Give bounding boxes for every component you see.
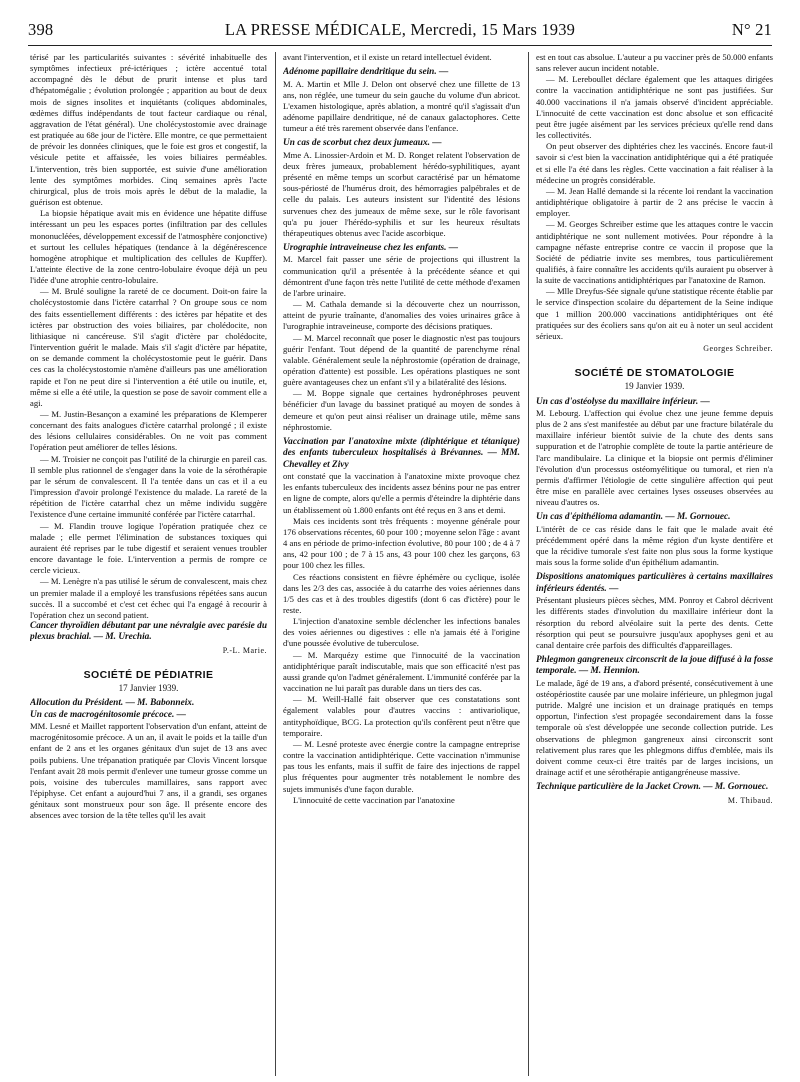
paragraph: — M. Jean Hallé demande si la récente loi rendant la vaccination antidiphtérique obligatoire à partir de 2 ans précise le vaccin à employer. [536,185,773,219]
paragraph: On peut observer des diphtéries chez les vaccinés. Encore faut-il savoir si c'est bien la vaccination antidiphtérique qui a été pratiquée et si elle l'a été dans les règles. Cette vaccination a fait réaliser à la médecine un progrès considérable. [536,141,773,185]
header-rule [28,45,772,46]
paragraph: — M. Georges Schreiber estime que les attaques contre le vaccin antidiphtérique ne sont nullement motivées. Pour répondre à la campagne néfaste entreprise contre ce vaccin il propose que la Société de pédiatrie invite ses membres, tous particulièrement qualifiés, à faire connaître les accidents qu'ils auraient pu observer à la suite de vaccinations antidiphtériques par l'anatoxine de Ramon. [536,219,773,286]
author-signature: P.-L. Marie. [222,645,267,655]
paragraph: L'innocuité de cette vaccination par l'anatoxine [293,794,455,805]
paragraph: — M. Lenègre n'a pas utilisé le sérum de convalescent, mais chez un premier malade il a employé les transfusions répétées sans aucun succès. Il a succombé et c'est cet échec qui l'a engagé à recourir à l'opération chez un second patient. [30,576,267,620]
section-heading: SOCIÉTÉ DE STOMATOLOGIE [574,367,735,380]
paragraph: M. Marcel fait passer une série de projections qui illustrent la communication qu'il a présentée à la précédente séance et qui démontrent d'une façon très nette l'utilité de cette méthode d'examen de l'arbre urinaire. [283,254,520,298]
paragraph: MM. Lesné et Maillet rapportent l'observation d'un enfant, atteint de macrogénitosomie précoce. A un an, il avait le poids et la taille d'un enfant de 2 ans et les organes génitaux d'un sujet de 13 ans avec poils pubiens. Une trépanation pratiquée par Clovis Vincent lorsque l'enfant avait 28 mois permit d'enlever une tumeur grosse comme un pois, voisine des tubercules mamillaires, sans rapport avec l'épiphyse. Cet enfant a aujourd'hui 7 ans, il a grandi, ses organes génitaux sont monstrueux pour son âge. Il présente encore des absences avec torsion de la tête telles qu'il les avait [30,721,267,821]
paragraph: — M. Marcel reconnaît que poser le diagnostic n'est pas toujours guérir l'enfant. Tout dépend de la quantité de parenchyme rénal valable. Généralement seule la néphrostomie (opération de drainage, opération d'attente) est possible. Les opérations plastiques ne sont guère avantageuses chez un enfant s'il y a bilatéralité des lésions. [283,332,520,388]
column-2 [283,52,520,1078]
article-title: Urographie intraveineuse chez les enfants. — [283,243,459,253]
section-heading: SOCIÉTÉ DE PÉDIATRIE [83,668,214,681]
article-title: Cancer thyroïdien débutant par une névralgie avec parésie du plexus brachial. — M. Urechia. [30,620,267,643]
paragraph: Mme A. Linossier-Ardoin et M. D. Ronget relatent l'observation de deux frères jumeaux, probablement hérédo-syphilitiques, ayant présenté en même temps un scorbut caractérisé par un hématome sous-périosté de l'humérus droit, des hémorragies palpébrales et de celle du palais. Les auteurs insistent sur l'identité des lésions survenues chez des jumeaux de même sexe, sur le rôle favorisant qu'a pu jouer l'hérédo-syphilis et sur les heureux résultats thérapeutiques obtenus avec l'acide ascorbique. [283,149,520,238]
paragraph: — M. Troisier ne conçoit pas l'utilité de la chirurgie en pareil cas. Il semble plus rationnel de s'engager dans la voie de la sérothérapie par le sérum de convalescent. Il l'a tentée dans un cas et il a eu l'impression d'avoir prolongé l'existence du malade. La rareté de la répétition de l'ictère catarrhal chez un même individu suggère l'existence d'une certaine immunité conférée par l'ictère catarrhal. [30,453,267,520]
article-title: Vaccination par l'anatoxine mixte (diphtérique et tétanique) des enfants tuberculeux hospitalisés à Brévannes. — MM. Chevalley et Zivy [283,436,520,470]
article-title: Un cas de macrogénitosomie précoce. — [30,709,186,720]
section-date: 19 Janvier 1939. [624,381,685,392]
article-title: Un cas d'épithélioma adamantin. — M. Gornouec. [536,512,731,523]
paragraph: M. A. Martin et Mlle J. Delon ont observé chez une fillette de 13 ans, non réglée, une tumeur du sein gauche du volume d'un abricot. L'examen histologique, après ablation, a montré qu'il s'agissait d'un adénome papillaire dendritique, né de canaux galactophores. Cette tumeur a été très rarement observée dans l'enfance. [283,78,520,134]
paragraph: ont constaté que la vaccination à l'anatoxine mixte provoque chez les enfants tuberculeux des incidents assez bénins pour ne pas entrer en ligne de compte, alors qu'elle a permis d'éteindre la diphtérie dans un établissement où 1.800 enfants ont été reçus en 3 ans et demi. [283,471,520,515]
page-header [28,20,772,42]
paragraph: Mais ces incidents sont très fréquents : moyenne générale pour 176 observations récentes, 60 pour 100 ; moyenne selon l'âge : avant 4 ans en période de primo-infection évolutive, 80 pour 100 ; de 4 à 7 ans, 42 pour 100 ; de 7 à 15 ans, 43 pour 100 chez les garçons, 63 pour 100 chez les filles. [283,515,520,571]
paragraph: est en tout cas absolue. L'auteur a pu vacciner près de 50.000 enfants sans relever aucun incident notable. [536,52,773,74]
article-title: Un cas de scorbut chez deux jumeaux. — [283,138,442,149]
paragraph: La biopsie hépatique avait mis en évidence une hépatite diffuse intéressant un peu les espaces portes (infiltration par des cellules mononucléées, développement excessif de l'atmosphère conjonctive) et surtout les cellules hépatiques (tendance à la dégénérescence homogène atrophique et multiplication des cellules de Kupffer). L'atteinte élective de la zone centro-lobulaire évoque déjà un peu l'idée d'une atrophie centro-lobulaire. [30,208,267,286]
paragraph: avant l'intervention, et il existe un retard intellectuel évident. [283,52,492,62]
column-1 [30,52,267,1078]
article-title: Adénome papillaire dendritique du sein. — [283,67,449,78]
paragraph: — M. Boppe signale que certaines hydronéphroses peuvent bénéficier d'un lavage du bassinet pratiqué au moyen de sondes à demeure et qu'on peut ainsi réaliser un drainage utile, même sans néphrostomie. [283,388,520,432]
paragraph: — M. Cathala demande si la découverte chez un nourrisson, atteint de pyurie traînante, d'anomalies des voies urinaires grâce à l'urographie intraveineuse, comporte des décisions pratiques. [283,299,520,332]
paragraph: — M. Lereboullet déclare également que les attaques dirigées contre la vaccination antidiphtérique ne sont pas justifiées. Sur 40.000 vaccinations il n'a jamais observé d'incident appréciable. L'innocuité de cette vaccination est donc absolue et son efficacité peut être jugée aisément par les services précieux qu'elle rend dans les collectivités. [536,74,773,141]
article-title: Technique particulière de la Jacket Crown. — M. Gornouec. [536,782,769,793]
paragraph: L'intérêt de ce cas réside dans le fait que le malade avait été précédemment opéré dans la même région d'un kyste dentifère et que la récidive tumorale s'est faite non plus sous la forme kystique mais sous la forme solide d'un épithélium adamantin. [536,523,773,568]
journal-title: LA PRESSE MÉDICALE, Mercredi, 15 Mars 1939 [224,20,576,39]
paragraph: — M. Weill-Hallé fait observer que ces constatations sont également valables pour d'autres vaccins : antivariolique, antityphoïdique, BCG. La protection qu'ils confèrent peut n'être que temporaire. [283,694,520,738]
page-number: 398 [28,20,54,39]
paragraph: — M. Flandin trouve logique l'opération pratiquée chez ce malade ; elle permet l'élimination de substances toxiques qui auraient été reprises par le tube digestif et seraient venues troubler encore davantage le foie. L'intervention a permis de rompre ce cercle vicieux. [30,520,267,576]
issue-number: N° 21 [731,20,772,39]
section-date: 17 Janvier 1939. [118,683,179,694]
article-title: Phlegmon gangreneux circonscrit de la joue diffusé à la fosse temporale. — M. Hennion. [536,654,773,677]
author-signature: M. Thibaud. [727,795,773,805]
article-title: Un cas d'ostéolyse du maxillaire inférieur. — [536,396,710,407]
paragraph: Présentant plusieurs pièces sèches, MM. Ponroy et Cabrol décrivent les différents stades d'involution du maxillaire inférieur dont la résorption du rebord alvéolaire suit la perte des dents. Cette résorption qui peut se poursuivre jusqu'aux apophyses geni et au canal dentaire crée parfois des difficultés d'appareillages. [536,595,773,650]
paragraph: Le malade, âgé de 19 ans, a d'abord présenté, consécutivement à une ostéopériostite causée par une molaire inférieure, un phlegmon jugal putride. Malgré une incision et un drainage pratiqués en temps opportun, l'infection s'est propagée secondairement dans la fosse temporale où s'est développée une seconde collection putride. Les observations de phlegmon gangreneux ainsi circonscrit sont relativement plus rares que les phlegmons diffus d'emblée, mais ils doivent comme ceux-ci être traités par de larges incisions, un drainage actif et une sérothérapie antigangréneuse massive. [536,677,773,778]
paragraph: M. Lebourg. L'affection qui évolue chez une jeune femme depuis plus de 2 ans s'est manifestée au début par une fracture bilatérale du maxillaire inférieur bientôt suivie de la chute des dents sans suppuration et de l'atrophie complète de toute la partie antérieure de l'arc mandibulaire. La clinique et la biopsie ont permis d'éliminer l'évolution d'un processus ostéomyélitique ou tumoral, et rien n'a permis d'affirmer l'étiologie de cette singulière affection qui peut être mise en parallèle avec certaines lyses osseuses observées au niveau d'autres os. [536,407,773,508]
article-title: Allocution du Président. — M. Babonneix. [30,698,195,709]
author-signature: Georges Schreiber. [703,344,773,354]
paragraph: — M. Brulé souligne la rareté de ce document. Doit-on faire la cholécystostomie dans l'ictère catarrhal ? On groupe sous ce nom des faits essentiellement différents : des ictères par hépatite et des ictères par obstruction des voies biliaires, par cholédocite, non lithiasique ni cancéreuse. S'il s'agit d'ictère par cholédocite, l'intervention guérit le malade. Mais s'il s'agit d'ictère par hépatite, on se demande comment la cholécystostomie peut le guérir. Dans ces cas la cholécystostomie n'amène d'ailleurs pas une amélioration rapide et l'on ne peut dire si l'intervention a été utile ou inutile, et, même si elle a été utile, la question se pose de savoir comment elle a agi. [30,286,267,408]
paragraph: L'injection d'anatoxine semble déclencher les infections banales des voies aériennes ou digestives : elle n'a jamais été à l'origine d'une poussée évolutive de tuberculose. [283,616,520,649]
column-3 [536,52,773,1078]
paragraph: Ces réactions consistent en fièvre éphémère ou cyclique, isolée dans les 2/3 des cas, associée à du catarrhe des voies aériennes dans 1/5 des cas et à des troubles digestifs (dont 6 cas d'ictère) pour le reste. [283,571,520,615]
article-title: Dispositions anatomiques particulières à certains maxillaires inférieurs édentés. — [536,572,773,594]
columns [30,52,773,1078]
paragraph: — M. Justin-Besançon a examiné les préparations de Klemperer concernant des faits analogues d'ictère catarrhal prolongé ; il existe des lésions cellulaires considérables. On ne voit pas comment l'opération peut améliorer de telles lésions. [30,409,267,453]
paragraph: — M. Lesné proteste avec énergie contre la campagne entreprise contre la vaccination antidiphtérique. Cette vaccination n'immunise pas tous les enfants, mais il suffit de faire des injections de rappel plus fréquentes pour augmenter très notablement le nombre des sujets immunisés d'une façon durable. [283,738,520,794]
paragraph: térisé par les particularités suivantes : sévérité inhabituelle des symptômes infectieux pré-ictériques ; ictère accentué total accompagné dès le début de prurit intense et plus tard d'hépatomégalie ; évolution prolongée ; apparition au bout de deux mois de signes insolites et inquiétants (coliques abdominales, œdèmes diffus indépendants de tout facteur cardiaque ou rénal, aggravation de l'état général). Une cholécystostomie avec drainage est pratiquée au 68e jour de l'ictère. Elle montre, ce que permettaient de prévoir les données cliniques, que le foie est gros et congestif, la vésicule petite et affaissée, les voies biliaires perméables. L'intervention, très bien supportée, est suivie d'une amélioration lente des symptômes morbides. Cinq semaines après l'acte chirurgical, plus de trois mois après le début de la maladie, la guérison est obtenue. [30,52,267,208]
paragraph: — M. Marquézy estime que l'innocuité de la vaccination antidiphtérique paraît indiscutable, mais que son efficacité n'est pas aussi grande qu'on l'admet généralement. L'immunité conférée par la vaccination ne lui paraît pas durable dans un tiers des cas. [283,649,520,694]
paragraph: — Mlle Dreyfus-Sée signale qu'une statistique récente établie par le service d'inspection scolaire du département de la Seine indique que 1 million 200.000 vaccinations antidiphtériques ont été pratiquées sur des écoliers sans qu'on ait eu à noter un seul accident sérieux. [536,286,773,341]
